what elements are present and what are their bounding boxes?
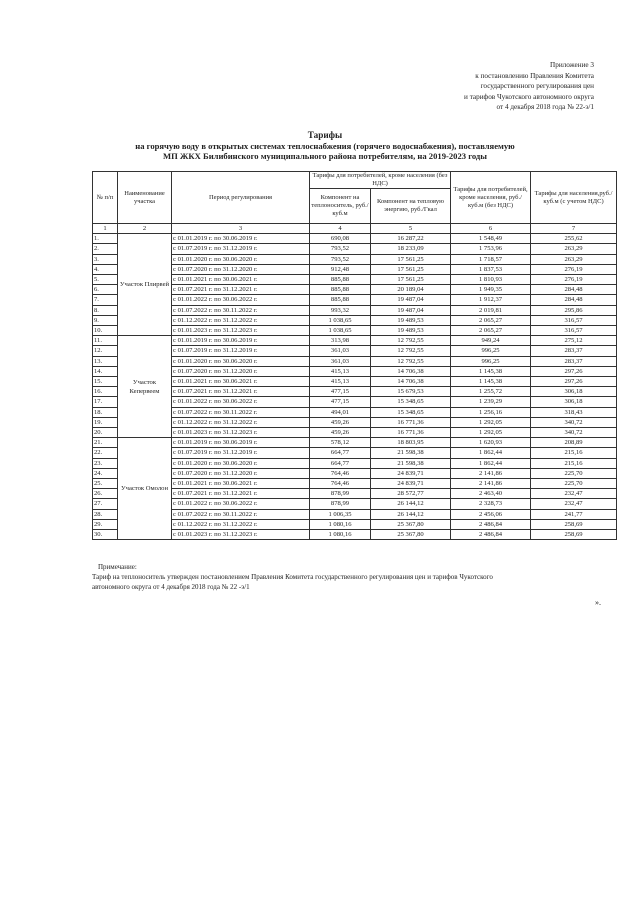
total-excl-vat-value: 1 753,96 <box>451 244 531 254</box>
period-cell: с 01.01.2020 г. по 30.06.2020 г. <box>172 254 310 264</box>
table-row <box>93 530 617 540</box>
table-row <box>93 489 617 499</box>
heat-energy-value: 12 792,55 <box>371 356 451 366</box>
population-value: 215,16 <box>531 448 617 458</box>
header-period: Период регулирования <box>172 172 310 224</box>
heat-energy-value: 15 348,65 <box>371 407 451 417</box>
heat-carrier-value: 1 080,16 <box>310 519 371 529</box>
period-cell: с 01.01.2021 г. по 30.06.2021 г. <box>172 479 310 489</box>
heat-energy-value: 24 839,71 <box>371 479 451 489</box>
total-excl-vat-value: 2 019,81 <box>451 305 531 315</box>
appendix-line: от 4 декабря 2018 года № 22-э/1 <box>496 103 594 112</box>
period-cell: с 01.12.2022 г. по 31.12.2022 г. <box>172 519 310 529</box>
total-excl-vat-value: 2 141,86 <box>451 468 531 478</box>
table-row <box>93 305 617 315</box>
column-number: 4 <box>310 224 371 234</box>
period-cell: с 01.07.2021 г. по 31.12.2021 г. <box>172 387 310 397</box>
period-cell: с 01.01.2019 г. по 30.06.2019 г. <box>172 234 310 244</box>
column-number: 3 <box>172 224 310 234</box>
total-excl-vat-value: 2 065,27 <box>451 315 531 325</box>
row-number: 11. <box>93 336 118 346</box>
heat-energy-value: 25 367,80 <box>371 519 451 529</box>
period-cell: с 01.07.2020 г. по 31.12.2020 г. <box>172 366 310 376</box>
total-excl-vat-value: 2 141,86 <box>451 479 531 489</box>
population-value: 263,29 <box>531 244 617 254</box>
heat-energy-value: 28 572,77 <box>371 489 451 499</box>
period-cell: с 01.07.2019 г. по 31.12.2019 г. <box>172 244 310 254</box>
total-excl-vat-value: 2 456,06 <box>451 509 531 519</box>
table-body <box>93 224 617 540</box>
row-number: 15. <box>93 377 118 387</box>
column-number: 5 <box>371 224 451 234</box>
period-cell: с 01.01.2019 г. по 30.06.2019 г. <box>172 438 310 448</box>
total-excl-vat-value: 1 292,05 <box>451 428 531 438</box>
header-area: Наименование участка <box>118 172 172 224</box>
row-number: 12. <box>93 346 118 356</box>
population-value: 316,57 <box>531 315 617 325</box>
heat-carrier-value: 361,03 <box>310 346 371 356</box>
row-number: 7. <box>93 295 118 305</box>
heat-energy-value: 16 771,36 <box>371 417 451 427</box>
row-number: 23. <box>93 458 118 468</box>
population-value: 275,12 <box>531 336 617 346</box>
row-number: 14. <box>93 366 118 376</box>
row-number: 17. <box>93 397 118 407</box>
column-number: 1 <box>93 224 118 234</box>
heat-energy-value: 19 489,53 <box>371 315 451 325</box>
title-line: МП ЖКХ Билибинского муниципального района потребителям, на 2019-2023 годы <box>162 151 487 162</box>
appendix-block <box>334 60 594 113</box>
total-excl-vat-value: 2 065,27 <box>451 326 531 336</box>
heat-energy-value: 15 679,53 <box>371 387 451 397</box>
population-value: 340,72 <box>531 417 617 427</box>
total-excl-vat-value: 1 548,49 <box>451 234 531 244</box>
table-row <box>93 326 617 336</box>
period-cell: с 01.01.2019 г. по 30.06.2019 г. <box>172 336 310 346</box>
row-number: 1. <box>93 234 118 244</box>
period-cell: с 01.01.2023 г. по 31.12.2023 г. <box>172 326 310 336</box>
table-row <box>93 468 617 478</box>
heat-carrier-value: 459,26 <box>310 417 371 427</box>
heat-energy-value: 26 144,12 <box>371 499 451 509</box>
header-population: Тарифы для населения,руб./куб.м (с учетом НДС) <box>531 172 617 224</box>
area-name: Участок Кепервеем <box>118 336 172 438</box>
appendix-line: Приложение 3 <box>550 61 594 69</box>
heat-carrier-value: 1 038,65 <box>310 326 371 336</box>
row-number: 4. <box>93 264 118 274</box>
period-cell: с 01.12.2022 г. по 31.12.2022 г. <box>172 315 310 325</box>
period-cell: с 01.07.2022 г. по 30.11.2022 г. <box>172 407 310 417</box>
table-row <box>93 275 617 285</box>
column-number: 6 <box>451 224 531 234</box>
population-value: 258,69 <box>531 530 617 540</box>
population-value: 241,77 <box>531 509 617 519</box>
row-number: 29. <box>93 519 118 529</box>
period-cell: с 01.01.2021 г. по 30.06.2021 г. <box>172 275 310 285</box>
table-row <box>93 438 617 448</box>
row-number: 6. <box>93 285 118 295</box>
row-number: 27. <box>93 499 118 509</box>
period-cell: с 01.07.2021 г. по 31.12.2021 г. <box>172 285 310 295</box>
row-number: 2. <box>93 244 118 254</box>
heat-energy-value: 12 792,55 <box>371 346 451 356</box>
heat-carrier-value: 477,15 <box>310 397 371 407</box>
heat-energy-value: 18 233,09 <box>371 244 451 254</box>
heat-carrier-value: 459,26 <box>310 428 371 438</box>
table-row <box>93 397 617 407</box>
table-row <box>93 428 617 438</box>
table-row <box>93 519 617 529</box>
population-value: 283,37 <box>531 356 617 366</box>
area-name: Участок Плирвей <box>118 234 172 336</box>
population-value: 255,62 <box>531 234 617 244</box>
total-excl-vat-value: 1 145,38 <box>451 377 531 387</box>
population-value: 215,16 <box>531 458 617 468</box>
table-row <box>93 377 617 387</box>
period-cell: с 01.01.2022 г. по 30.06.2022 г. <box>172 397 310 407</box>
header-heat-carrier-component: Компонент на теплоноситель, руб./куб.м <box>310 189 371 224</box>
heat-energy-value: 14 706,38 <box>371 377 451 387</box>
heat-carrier-value: 793,52 <box>310 254 371 264</box>
total-excl-vat-value: 2 486,84 <box>451 519 531 529</box>
closing-mark: ». <box>595 598 601 607</box>
total-excl-vat-value: 949,24 <box>451 336 531 346</box>
population-value: 306,18 <box>531 387 617 397</box>
population-value: 297,26 <box>531 366 617 376</box>
table-row <box>93 295 617 305</box>
heat-energy-value: 19 487,04 <box>371 305 451 315</box>
row-number: 3. <box>93 254 118 264</box>
heat-carrier-value: 878,99 <box>310 489 371 499</box>
header-no: № п/п <box>93 172 118 224</box>
note-block <box>92 562 622 592</box>
total-excl-vat-value: 1 810,93 <box>451 275 531 285</box>
note-heading: Примечание: <box>98 563 137 571</box>
population-value: 297,26 <box>531 377 617 387</box>
heat-carrier-value: 578,12 <box>310 438 371 448</box>
heat-energy-value: 25 367,80 <box>371 530 451 540</box>
population-value: 263,29 <box>531 254 617 264</box>
period-cell: с 01.07.2019 г. по 31.12.2019 г. <box>172 346 310 356</box>
population-value: 284,48 <box>531 285 617 295</box>
heat-energy-value: 19 489,53 <box>371 326 451 336</box>
heat-energy-value: 18 803,95 <box>371 438 451 448</box>
table-row <box>93 254 617 264</box>
total-excl-vat-value: 1 949,35 <box>451 285 531 295</box>
row-number: 16. <box>93 387 118 397</box>
table-row <box>93 499 617 509</box>
table-row <box>93 346 617 356</box>
heat-carrier-value: 885,88 <box>310 275 371 285</box>
total-excl-vat-value: 1 912,37 <box>451 295 531 305</box>
heat-carrier-value: 477,15 <box>310 387 371 397</box>
heat-carrier-value: 885,88 <box>310 285 371 295</box>
heat-carrier-value: 793,52 <box>310 244 371 254</box>
row-number: 13. <box>93 356 118 366</box>
heat-carrier-value: 912,48 <box>310 264 371 274</box>
population-value: 276,19 <box>531 275 617 285</box>
row-number: 24. <box>93 468 118 478</box>
table-row <box>93 407 617 417</box>
row-number: 21. <box>93 438 118 448</box>
row-number: 26. <box>93 489 118 499</box>
column-numbers-row <box>93 224 617 234</box>
heat-energy-value: 16 771,36 <box>371 428 451 438</box>
heat-energy-value: 21 598,38 <box>371 458 451 468</box>
table-row <box>93 458 617 468</box>
table-row <box>93 264 617 274</box>
table-row <box>93 244 617 254</box>
heat-energy-value: 14 706,38 <box>371 366 451 376</box>
note-text: автономного округа от 4 декабря 2018 года № 22 -э/1 <box>92 583 250 591</box>
row-number: 8. <box>93 305 118 315</box>
period-cell: с 01.07.2019 г. по 31.12.2019 г. <box>172 448 310 458</box>
period-cell: с 01.07.2021 г. по 31.12.2021 г. <box>172 489 310 499</box>
row-number: 25. <box>93 479 118 489</box>
heat-carrier-value: 993,32 <box>310 305 371 315</box>
heat-energy-value: 12 792,55 <box>371 336 451 346</box>
period-cell: с 01.01.2020 г. по 30.06.2020 г. <box>172 458 310 468</box>
total-excl-vat-value: 996,25 <box>451 356 531 366</box>
appendix-line: и тарифов Чукотского автономного округа <box>464 92 594 101</box>
table-row <box>93 234 617 244</box>
population-value: 283,37 <box>531 346 617 356</box>
heat-carrier-value: 494,01 <box>310 407 371 417</box>
row-number: 9. <box>93 315 118 325</box>
header-group-non-population: Тарифы для потребителей, кроме населения (без НДС) <box>310 172 451 189</box>
note-text: Тариф на теплоноситель утвержден постановлением Правления Комитета государственного регулирования цен и тарифов Чукотского <box>92 573 493 581</box>
population-value: 340,72 <box>531 428 617 438</box>
document-title <box>90 130 560 162</box>
table-row <box>93 417 617 427</box>
heat-energy-value: 16 287,22 <box>371 234 451 244</box>
heat-energy-value: 17 561,25 <box>371 254 451 264</box>
total-excl-vat-value: 1 837,53 <box>451 264 531 274</box>
header-total-excl-vat: Тарифы для потребителей, кроме населения, руб./куб.м (без НДС) <box>451 172 531 224</box>
row-number: 30. <box>93 530 118 540</box>
row-number: 22. <box>93 448 118 458</box>
heat-carrier-value: 1 038,65 <box>310 315 371 325</box>
table-row <box>93 285 617 295</box>
population-value: 225,70 <box>531 468 617 478</box>
area-name: Участок Омолон <box>118 438 172 540</box>
period-cell: с 01.01.2020 г. по 30.06.2020 г. <box>172 356 310 366</box>
tariffs-table <box>92 171 617 540</box>
population-value: 258,69 <box>531 519 617 529</box>
population-value: 208,89 <box>531 438 617 448</box>
row-number: 28. <box>93 509 118 519</box>
heat-carrier-value: 885,88 <box>310 295 371 305</box>
total-excl-vat-value: 1 255,72 <box>451 387 531 397</box>
appendix-line: государственного регулирования цен <box>480 82 594 91</box>
row-number: 20. <box>93 428 118 438</box>
title-line: Тарифы <box>307 130 343 140</box>
population-value: 232,47 <box>531 489 617 499</box>
row-number: 5. <box>93 275 118 285</box>
total-excl-vat-value: 996,25 <box>451 346 531 356</box>
total-excl-vat-value: 1 862,44 <box>451 448 531 458</box>
period-cell: с 01.07.2022 г. по 30.11.2022 г. <box>172 509 310 519</box>
period-cell: с 01.01.2023 г. по 31.12.2023 г. <box>172 530 310 540</box>
column-number: 7 <box>531 224 617 234</box>
period-cell: с 01.01.2022 г. по 30.06.2022 г. <box>172 499 310 509</box>
population-value: 306,18 <box>531 397 617 407</box>
table-row <box>93 448 617 458</box>
heat-carrier-value: 664,77 <box>310 448 371 458</box>
period-cell: с 01.07.2022 г. по 30.11.2022 г. <box>172 305 310 315</box>
heat-energy-value: 19 487,04 <box>371 295 451 305</box>
table-row <box>93 387 617 397</box>
header-heat-energy-component: Компонент на тепловую энергию, руб./Гкал <box>371 189 451 224</box>
period-cell: с 01.01.2021 г. по 30.06.2021 г. <box>172 377 310 387</box>
period-cell: с 01.12.2022 г. по 31.12.2022 г. <box>172 417 310 427</box>
heat-carrier-value: 764,46 <box>310 468 371 478</box>
period-cell: с 01.01.2023 г. по 31.12.2023 г. <box>172 428 310 438</box>
heat-carrier-value: 415,13 <box>310 366 371 376</box>
appendix-line: к постановлению Правления Комитета <box>475 71 594 80</box>
heat-carrier-value: 690,08 <box>310 234 371 244</box>
heat-carrier-value: 1 080,16 <box>310 530 371 540</box>
column-number: 2 <box>118 224 172 234</box>
table-row <box>93 509 617 519</box>
row-number: 10. <box>93 326 118 336</box>
row-number: 19. <box>93 417 118 427</box>
heat-energy-value: 17 561,25 <box>371 275 451 285</box>
heat-energy-value: 20 189,04 <box>371 285 451 295</box>
row-number: 18. <box>93 407 118 417</box>
heat-carrier-value: 764,46 <box>310 479 371 489</box>
heat-energy-value: 24 839,71 <box>371 468 451 478</box>
total-excl-vat-value: 1 718,57 <box>451 254 531 264</box>
population-value: 276,19 <box>531 264 617 274</box>
total-excl-vat-value: 2 328,73 <box>451 499 531 509</box>
population-value: 232,47 <box>531 499 617 509</box>
population-value: 225,70 <box>531 479 617 489</box>
heat-energy-value: 17 561,25 <box>371 264 451 274</box>
heat-carrier-value: 415,13 <box>310 377 371 387</box>
period-cell: с 01.01.2022 г. по 30.06.2022 г. <box>172 295 310 305</box>
total-excl-vat-value: 1 145,38 <box>451 366 531 376</box>
period-cell: с 01.07.2020 г. по 31.12.2020 г. <box>172 264 310 274</box>
heat-energy-value: 26 144,12 <box>371 509 451 519</box>
table-row <box>93 336 617 346</box>
period-cell: с 01.07.2020 г. по 31.12.2020 г. <box>172 468 310 478</box>
total-excl-vat-value: 2 486,84 <box>451 530 531 540</box>
heat-carrier-value: 664,77 <box>310 458 371 468</box>
total-excl-vat-value: 1 862,44 <box>451 458 531 468</box>
total-excl-vat-value: 2 463,40 <box>451 489 531 499</box>
total-excl-vat-value: 1 620,93 <box>451 438 531 448</box>
heat-carrier-value: 361,03 <box>310 356 371 366</box>
heat-carrier-value: 878,99 <box>310 499 371 509</box>
population-value: 295,86 <box>531 305 617 315</box>
title-line: на горячую воду в открытых системах теплоснабжения (горячего водоснабжения), поставляемую <box>135 140 515 151</box>
population-value: 318,43 <box>531 407 617 417</box>
heat-carrier-value: 313,98 <box>310 336 371 346</box>
table-row <box>93 479 617 489</box>
table-row <box>93 356 617 366</box>
population-value: 284,48 <box>531 295 617 305</box>
population-value: 316,57 <box>531 326 617 336</box>
total-excl-vat-value: 1 292,05 <box>451 417 531 427</box>
total-excl-vat-value: 1 239,29 <box>451 397 531 407</box>
table-row <box>93 315 617 325</box>
total-excl-vat-value: 1 256,16 <box>451 407 531 417</box>
heat-carrier-value: 1 006,35 <box>310 509 371 519</box>
heat-energy-value: 15 348,65 <box>371 397 451 407</box>
heat-energy-value: 21 598,38 <box>371 448 451 458</box>
table-row <box>93 366 617 376</box>
